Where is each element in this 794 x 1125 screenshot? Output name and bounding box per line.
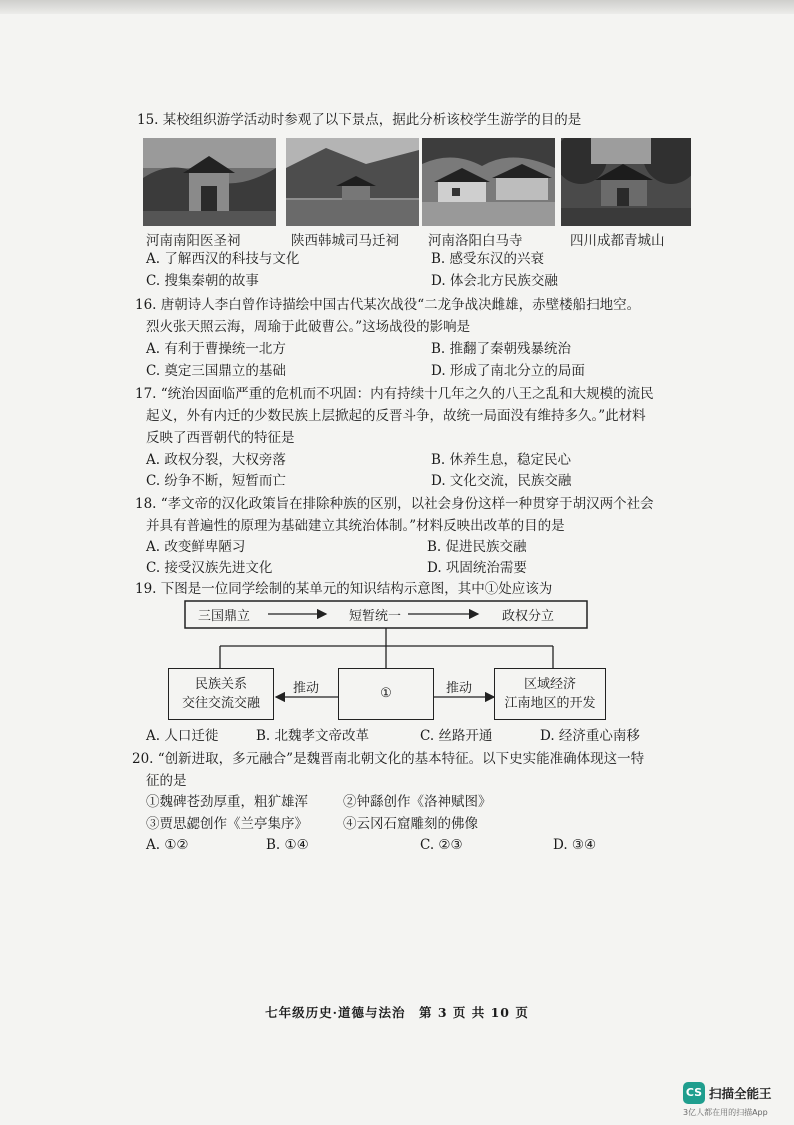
q16-option-c: C. 奠定三国鼎立的基础: [146, 363, 286, 379]
q19-knowledge-diagram: [168, 598, 596, 728]
q17-option-c: C. 纷争不断，短暂而亡: [146, 473, 286, 489]
q15-option-a: A. 了解西汉的科技与文化: [146, 251, 300, 267]
q15-option-c: C. 搜集秦朝的故事: [146, 273, 259, 289]
q20-item-1: ①魏碑苍劲厚重，粗犷雄浑: [146, 794, 308, 810]
q16-option-b: B. 推翻了秦朝残暴统治: [431, 341, 572, 357]
watermark-tagline: 3亿人都在用的扫描App: [683, 1108, 768, 1117]
q15-option-d: D. 体会北方民族交融: [431, 273, 558, 289]
q15-option-b: B. 感受东汉的兴衰: [431, 251, 545, 267]
scanner-watermark: [683, 1080, 793, 1120]
q19-option-d: D. 经济重心南移: [540, 728, 640, 744]
q16-option-d: D. 形成了南北分立的局面: [431, 363, 585, 379]
photo-qingchengshan: [561, 138, 691, 226]
box-left-line2: 交往交流交融: [181, 696, 260, 711]
caption-3: 河南洛阳白马寺: [428, 233, 523, 249]
q18-stem-2: 并具有普遍性的原理为基础建立其统治体制。”材料反映出改革的目的是: [146, 518, 565, 534]
q20-option-d: D. ③④: [553, 837, 597, 853]
q20-item-4: ④云冈石窟雕刻的佛像: [343, 816, 478, 832]
box-right-line1: 区域经济: [523, 677, 576, 692]
photo-yishengci: [143, 138, 276, 226]
camscanner-logo-icon: CS: [683, 1082, 705, 1104]
diagram-top-2: 短暂统一: [349, 609, 402, 624]
box-left-line1: 民族关系: [194, 677, 247, 692]
q17-stem-3: 反映了西晋朝代的特征是: [146, 430, 295, 446]
q17-stem-2: 起义，外有内迁的少数民族上层掀起的反晋斗争，故统一局面没有维持多久。”此材料: [146, 408, 646, 424]
page-footer: 七年级历史·道德与法治 第 3 页 共 10 页: [265, 1005, 529, 1020]
q20-option-c: C. ②③: [420, 837, 463, 853]
q18-option-d: D. 巩固统治需要: [427, 560, 527, 576]
diagram-box-ethnic-relations: [168, 668, 274, 720]
photo-simaqianci: [286, 138, 419, 226]
q17-option-b: B. 休养生息，稳定民心: [431, 452, 572, 468]
q19-option-a: A. 人口迁徙: [146, 728, 219, 744]
q16-option-a: A. 有利于曹操统一北方: [146, 341, 286, 357]
diagram-top-3: 政权分立: [502, 609, 555, 624]
watermark-name: 扫描全能王: [709, 1086, 772, 1101]
q17-stem-1: 17. “统治因面临严重的危机而不巩固：内有持续十几年之久的八王之乱和大规模的流民: [135, 386, 654, 402]
q15-photo-strip: [143, 138, 691, 226]
arrow-label-right: 推动: [446, 681, 473, 696]
q15-stem: 15. 某校组织游学活动时参观了以下景点，据此分析该校学生游学的目的是: [137, 112, 582, 128]
q20-item-2: ②钟繇创作《洛神赋图》: [343, 794, 492, 810]
q17-option-d: D. 文化交流，民族交融: [431, 473, 572, 489]
diagram-box-blank-1: [338, 668, 434, 720]
q20-item-3: ③贾思勰创作《兰亭集序》: [146, 816, 308, 832]
q16-stem-2: 烈火张天照云海，周瑜于此破曹公。”这场战役的影响是: [146, 319, 471, 335]
q19-stem: 19. 下图是一位同学绘制的某单元的知识结构示意图，其中①处应该为: [135, 581, 553, 597]
box-right-line2: 江南地区的开发: [504, 696, 596, 711]
q17-option-a: A. 政权分裂，大权旁落: [146, 452, 286, 468]
q18-option-b: B. 促进民族交融: [427, 539, 527, 555]
q20-option-b: B. ①④: [266, 837, 309, 853]
scan-top-edge: [0, 0, 794, 14]
photo-baimasi: [422, 138, 555, 226]
q19-option-c: C. 丝路开通: [420, 728, 493, 744]
diagram-box-regional-economy: [494, 668, 606, 720]
arrow-label-left: 推动: [293, 681, 320, 696]
q16-stem-1: 16. 唐朝诗人李白曾作诗描绘中国古代某次战役“二龙争战决雌雄，赤壁楼船扫地空。: [135, 297, 641, 313]
q19-option-b: B. 北魏孝文帝改革: [256, 728, 370, 744]
q18-option-a: A. 改变鲜卑陋习: [146, 539, 246, 555]
q18-stem-1: 18. “孝文帝的汉化政策旨在排除种族的区别，以社会身份这样一种贯穿于胡汉两个社会: [135, 496, 654, 512]
caption-1: 河南南阳医圣祠: [146, 233, 241, 249]
q18-option-c: C. 接受汉族先进文化: [146, 560, 273, 576]
caption-4: 四川成都青城山: [570, 233, 665, 249]
q20-option-a: A. ①②: [146, 837, 189, 853]
q20-stem-2: 征的是: [146, 773, 187, 789]
q20-stem-1: 20. “创新进取，多元融合”是魏晋南北朝文化的基本特征。以下史实能准确体现这一特: [132, 751, 645, 767]
diagram-top-1: 三国鼎立: [198, 609, 251, 624]
box-center-label: ①: [380, 686, 392, 701]
caption-2: 陕西韩城司马迁祠: [291, 233, 399, 249]
